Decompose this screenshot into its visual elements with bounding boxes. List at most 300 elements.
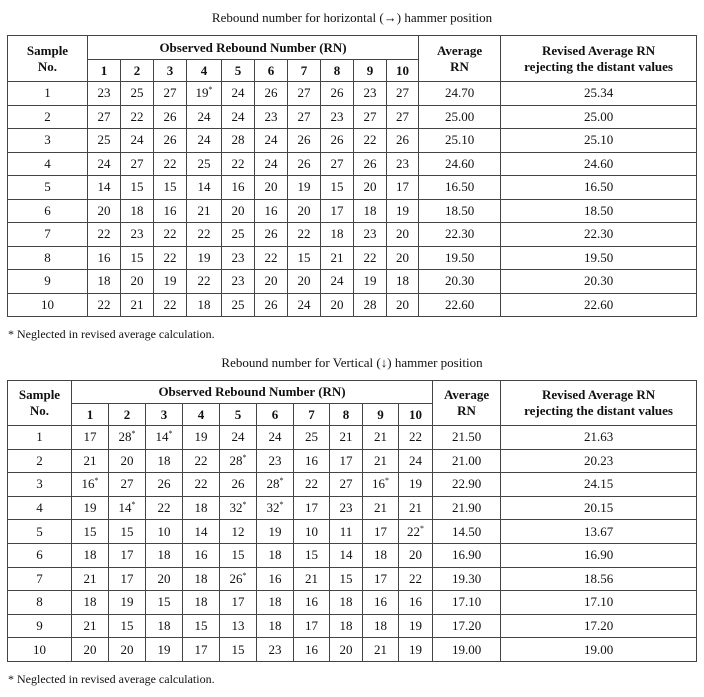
revised-average-rn-cell: 20.15 bbox=[501, 496, 697, 520]
table-row bbox=[8, 199, 697, 223]
revised-average-rn-cell: 22.30 bbox=[501, 223, 697, 247]
rebound-value: 14 bbox=[155, 429, 169, 445]
rebound-value-cell: 22 bbox=[294, 473, 330, 497]
table-row bbox=[8, 496, 697, 520]
table1-footnote: * Neglected in revised average calculation. bbox=[8, 327, 215, 341]
rebound-value-cell: 23 bbox=[88, 82, 121, 106]
rebound-value-cell: 15 bbox=[121, 246, 154, 270]
rebound-value-cell: 18 bbox=[354, 199, 387, 223]
rebound-value-cell: 26 bbox=[321, 129, 354, 153]
average-rn-cell: 19.30 bbox=[433, 567, 501, 591]
column-number-header: 6 bbox=[255, 60, 288, 82]
sample-number-cell: 2 bbox=[8, 449, 72, 473]
rebound-value-cell: 21 bbox=[294, 567, 330, 591]
rebound-value-cell: 26 bbox=[354, 152, 387, 176]
rebound-value-cell bbox=[109, 496, 146, 520]
rebound-value-cell: 22 bbox=[255, 246, 288, 270]
rebound-value-cell: 25 bbox=[222, 223, 255, 247]
rebound-value-cell: 25 bbox=[294, 426, 330, 450]
revised-average-rn-cell: 25.34 bbox=[501, 82, 697, 106]
table-row bbox=[8, 152, 697, 176]
revised-average-rn-cell: 25.10 bbox=[501, 129, 697, 153]
rebound-value-cell: 27 bbox=[154, 82, 187, 106]
table-row bbox=[8, 246, 697, 270]
sample-number-cell: 5 bbox=[8, 176, 88, 200]
rebound-value-cell: 22 bbox=[121, 105, 154, 129]
average-rn-cell: 16.50 bbox=[419, 176, 501, 200]
table2-vertical bbox=[7, 380, 697, 662]
rebound-value-cell: 16 bbox=[294, 449, 330, 473]
column-number-header: 1 bbox=[72, 404, 109, 426]
rebound-value-cell: 17 bbox=[321, 199, 354, 223]
rebound-value-cell: 16 bbox=[222, 176, 255, 200]
rebound-value-cell bbox=[187, 82, 222, 106]
sample-number-cell: 10 bbox=[8, 293, 88, 317]
rebound-value-cell: 17 bbox=[363, 520, 399, 544]
rebound-value-cell: 19 bbox=[146, 638, 183, 662]
sample-number-cell: 7 bbox=[8, 567, 72, 591]
rebound-value-cell: 24 bbox=[255, 129, 288, 153]
table-row bbox=[8, 129, 697, 153]
rebound-value-cell: 23 bbox=[255, 105, 288, 129]
rebound-value-cell: 24 bbox=[88, 152, 121, 176]
rebound-value-cell: 17 bbox=[109, 543, 146, 567]
rebound-value-cell: 19 bbox=[257, 520, 294, 544]
rebound-value-cell: 27 bbox=[387, 105, 419, 129]
rebound-value-cell: 24 bbox=[255, 152, 288, 176]
sample-number-cell: 6 bbox=[8, 199, 88, 223]
rebound-value-cell: 21 bbox=[363, 449, 399, 473]
rebound-value-cell bbox=[109, 426, 146, 450]
average-rn-cell: 22.90 bbox=[433, 473, 501, 497]
table-row bbox=[8, 82, 697, 106]
rebound-value-cell: 11 bbox=[330, 520, 363, 544]
rebound-value-cell: 15 bbox=[146, 591, 183, 615]
rebound-value-cell: 26 bbox=[220, 473, 257, 497]
rebound-value-cell: 20 bbox=[288, 199, 321, 223]
rebound-value: 16 bbox=[372, 476, 385, 492]
rebound-value-cell: 16 bbox=[257, 567, 294, 591]
rebound-value-cell: 17 bbox=[294, 614, 330, 638]
rebound-value-cell: 21 bbox=[121, 293, 154, 317]
rebound-value-cell: 21 bbox=[187, 199, 222, 223]
column-number-header: 2 bbox=[121, 60, 154, 82]
rebound-value-cell: 25 bbox=[187, 152, 222, 176]
rebound-value-cell: 18 bbox=[183, 591, 220, 615]
revised-average-rn-cell: 22.60 bbox=[501, 293, 697, 317]
rebound-value-cell: 21 bbox=[321, 246, 354, 270]
column-number-header: 5 bbox=[222, 60, 255, 82]
average-rn-cell: 24.60 bbox=[419, 152, 501, 176]
rebound-value-cell: 22 bbox=[222, 152, 255, 176]
rebound-value-cell: 25 bbox=[222, 293, 255, 317]
header-sample-no: Sample No. bbox=[8, 381, 72, 426]
neglected-asterisk: * bbox=[279, 500, 284, 510]
rebound-value-cell: 20 bbox=[330, 638, 363, 662]
rebound-value-cell: 21 bbox=[399, 496, 433, 520]
sample-number-cell: 2 bbox=[8, 105, 88, 129]
rebound-value-cell: 26 bbox=[288, 129, 321, 153]
average-rn-cell: 17.10 bbox=[433, 591, 501, 615]
rebound-value-cell: 17 bbox=[220, 591, 257, 615]
rebound-value-cell: 22 bbox=[88, 293, 121, 317]
rebound-value-cell: 18 bbox=[321, 223, 354, 247]
rebound-value-cell: 18 bbox=[183, 496, 220, 520]
rebound-value-cell: 26 bbox=[255, 82, 288, 106]
rebound-value-cell: 26 bbox=[154, 129, 187, 153]
revised-average-rn-cell: 24.60 bbox=[501, 152, 697, 176]
sample-number-cell: 4 bbox=[8, 496, 72, 520]
rebound-value-cell: 22 bbox=[187, 223, 222, 247]
revised-average-rn-cell: 21.63 bbox=[501, 426, 697, 450]
average-rn-cell: 16.90 bbox=[433, 543, 501, 567]
rebound-value-cell: 16 bbox=[294, 638, 330, 662]
rebound-value-cell bbox=[220, 567, 257, 591]
neglected-asterisk: * bbox=[385, 476, 389, 486]
revised-average-rn-cell: 20.30 bbox=[501, 270, 697, 294]
rebound-value-cell: 27 bbox=[321, 152, 354, 176]
rebound-value-cell: 21 bbox=[363, 638, 399, 662]
rebound-value-cell: 15 bbox=[121, 176, 154, 200]
rebound-value-cell: 18 bbox=[363, 614, 399, 638]
rebound-value-cell: 22 bbox=[154, 152, 187, 176]
rebound-value-cell: 18 bbox=[88, 270, 121, 294]
rebound-value-cell: 22 bbox=[154, 293, 187, 317]
table-row bbox=[8, 293, 697, 317]
rebound-value-cell: 25 bbox=[88, 129, 121, 153]
rebound-value-cell: 22 bbox=[183, 473, 220, 497]
neglected-asterisk: * bbox=[242, 500, 247, 510]
rebound-value-cell: 15 bbox=[183, 614, 220, 638]
rebound-value: 28 bbox=[266, 476, 280, 492]
average-rn-cell: 19.00 bbox=[433, 638, 501, 662]
rebound-value-cell: 23 bbox=[321, 105, 354, 129]
rebound-value-cell: 15 bbox=[109, 520, 146, 544]
column-number-header: 10 bbox=[399, 404, 433, 426]
rebound-value-cell: 19 bbox=[387, 199, 419, 223]
rebound-value-cell: 24 bbox=[257, 426, 294, 450]
average-rn-cell: 22.60 bbox=[419, 293, 501, 317]
rebound-value-cell: 18 bbox=[121, 199, 154, 223]
header-observed-rn: Observed Rebound Number (RN) bbox=[72, 381, 433, 404]
rebound-value-cell bbox=[220, 496, 257, 520]
rebound-value-cell: 18 bbox=[72, 543, 109, 567]
rebound-value-cell: 25 bbox=[121, 82, 154, 106]
neglected-asterisk: * bbox=[94, 476, 99, 486]
rebound-value-cell: 18 bbox=[146, 449, 183, 473]
rebound-value-cell: 12 bbox=[220, 520, 257, 544]
table-row bbox=[8, 270, 697, 294]
rebound-value-cell: 28 bbox=[222, 129, 255, 153]
rebound-value-cell: 22 bbox=[288, 223, 321, 247]
rebound-value-cell bbox=[257, 473, 294, 497]
table-row bbox=[8, 176, 697, 200]
neglected-asterisk: * bbox=[279, 476, 284, 486]
rebound-value-cell: 20 bbox=[72, 638, 109, 662]
rebound-value-cell: 20 bbox=[321, 293, 354, 317]
rebound-value-cell: 24 bbox=[288, 293, 321, 317]
rebound-value-cell: 27 bbox=[288, 82, 321, 106]
average-rn-cell: 21.90 bbox=[433, 496, 501, 520]
sample-number-cell: 3 bbox=[8, 473, 72, 497]
rebound-value-cell: 17 bbox=[294, 496, 330, 520]
column-number-header: 7 bbox=[288, 60, 321, 82]
rebound-value-cell: 14 bbox=[187, 176, 222, 200]
average-rn-cell: 25.00 bbox=[419, 105, 501, 129]
sample-number-cell: 4 bbox=[8, 152, 88, 176]
rebound-value: 32 bbox=[266, 500, 280, 516]
rebound-value-cell: 10 bbox=[294, 520, 330, 544]
sample-number-cell: 9 bbox=[8, 270, 88, 294]
average-rn-cell: 20.30 bbox=[419, 270, 501, 294]
rebound-value-cell: 18 bbox=[183, 567, 220, 591]
sample-number-cell: 7 bbox=[8, 223, 88, 247]
revised-average-rn-cell: 25.00 bbox=[501, 105, 697, 129]
rebound-value-cell: 26 bbox=[387, 129, 419, 153]
rebound-value-cell: 27 bbox=[288, 105, 321, 129]
header-sample-no: Sample No. bbox=[8, 36, 88, 82]
column-number-header: 3 bbox=[146, 404, 183, 426]
average-rn-cell: 17.20 bbox=[433, 614, 501, 638]
revised-average-rn-cell: 18.50 bbox=[501, 199, 697, 223]
rebound-value-cell: 15 bbox=[220, 543, 257, 567]
rebound-value-cell: 22 bbox=[399, 567, 433, 591]
rebound-value-cell: 15 bbox=[109, 614, 146, 638]
rebound-value-cell: 16 bbox=[363, 591, 399, 615]
rebound-value-cell: 27 bbox=[387, 82, 419, 106]
rebound-value-cell: 16 bbox=[154, 199, 187, 223]
rebound-value-cell: 14 bbox=[183, 520, 220, 544]
rebound-value-cell: 17 bbox=[330, 449, 363, 473]
sample-number-cell: 1 bbox=[8, 426, 72, 450]
rebound-value-cell: 27 bbox=[354, 105, 387, 129]
table-row bbox=[8, 426, 697, 450]
rebound-value-cell: 18 bbox=[257, 614, 294, 638]
average-rn-cell: 24.70 bbox=[419, 82, 501, 106]
column-number-header: 4 bbox=[183, 404, 220, 426]
rebound-value-cell: 24 bbox=[220, 426, 257, 450]
rebound-value-cell: 18 bbox=[330, 614, 363, 638]
neglected-asterisk: * bbox=[208, 85, 213, 95]
rebound-value-cell: 24 bbox=[121, 129, 154, 153]
average-rn-cell: 22.30 bbox=[419, 223, 501, 247]
rebound-value-cell: 13 bbox=[220, 614, 257, 638]
rebound-value-cell: 24 bbox=[399, 449, 433, 473]
rebound-value-cell: 24 bbox=[222, 82, 255, 106]
rebound-value-cell: 19 bbox=[399, 638, 433, 662]
neglected-asterisk: * bbox=[131, 429, 136, 439]
rebound-value-cell: 19 bbox=[72, 496, 109, 520]
rebound-value-cell: 23 bbox=[354, 223, 387, 247]
header-observed-rn: Observed Rebound Number (RN) bbox=[88, 36, 419, 60]
rebound-value-cell: 23 bbox=[257, 638, 294, 662]
rebound-value-cell: 23 bbox=[354, 82, 387, 106]
rebound-value-cell: 21 bbox=[72, 614, 109, 638]
average-rn-cell: 21.00 bbox=[433, 449, 501, 473]
rebound-value-cell: 19 bbox=[399, 473, 433, 497]
rebound-value-cell: 22 bbox=[399, 426, 433, 450]
column-number-header: 9 bbox=[354, 60, 387, 82]
revised-average-rn-cell: 19.00 bbox=[501, 638, 697, 662]
rebound-value-cell: 15 bbox=[220, 638, 257, 662]
rebound-value-cell: 22 bbox=[183, 449, 220, 473]
rebound-value-cell: 20 bbox=[109, 638, 146, 662]
rebound-value-cell: 20 bbox=[255, 270, 288, 294]
rebound-value-cell bbox=[399, 520, 433, 544]
rebound-value-cell: 21 bbox=[363, 426, 399, 450]
rebound-value-cell: 17 bbox=[183, 638, 220, 662]
rebound-value-cell: 23 bbox=[222, 246, 255, 270]
neglected-asterisk: * bbox=[168, 429, 173, 439]
rebound-value-cell: 18 bbox=[187, 293, 222, 317]
rebound-value-cell: 27 bbox=[109, 473, 146, 497]
rebound-value-cell: 22 bbox=[146, 496, 183, 520]
table-row bbox=[8, 105, 697, 129]
table-row bbox=[8, 223, 697, 247]
rebound-value-cell: 20 bbox=[387, 246, 419, 270]
table-row bbox=[8, 473, 697, 497]
rebound-value-cell: 23 bbox=[330, 496, 363, 520]
table-row bbox=[8, 638, 697, 662]
rebound-value-cell: 21 bbox=[72, 449, 109, 473]
rebound-value-cell: 27 bbox=[88, 105, 121, 129]
rebound-value: 22 bbox=[407, 523, 421, 539]
table-row bbox=[8, 449, 697, 473]
sample-number-cell: 6 bbox=[8, 543, 72, 567]
revised-average-rn-cell: 17.20 bbox=[501, 614, 697, 638]
rebound-value-cell: 20 bbox=[387, 293, 419, 317]
rebound-value-cell: 19 bbox=[288, 176, 321, 200]
rebound-value-cell: 23 bbox=[121, 223, 154, 247]
rebound-value-cell: 16 bbox=[88, 246, 121, 270]
revised-average-rn-cell: 24.15 bbox=[501, 473, 697, 497]
rebound-value-cell: 19 bbox=[399, 614, 433, 638]
table-row bbox=[8, 543, 697, 567]
column-number-header: 10 bbox=[387, 60, 419, 82]
rebound-value-cell: 18 bbox=[330, 591, 363, 615]
sample-number-cell: 9 bbox=[8, 614, 72, 638]
rebound-value: 19 bbox=[195, 85, 209, 101]
rebound-value-cell: 20 bbox=[288, 270, 321, 294]
rebound-value-cell: 18 bbox=[72, 591, 109, 615]
rebound-value-cell: 26 bbox=[288, 152, 321, 176]
rebound-value-cell: 20 bbox=[399, 543, 433, 567]
rebound-value-cell: 22 bbox=[154, 246, 187, 270]
rebound-value-cell: 20 bbox=[222, 199, 255, 223]
rebound-value-cell: 22 bbox=[88, 223, 121, 247]
rebound-value-cell: 15 bbox=[294, 543, 330, 567]
rebound-value-cell bbox=[72, 473, 109, 497]
sample-number-cell: 5 bbox=[8, 520, 72, 544]
sample-number-cell: 3 bbox=[8, 129, 88, 153]
table-row bbox=[8, 520, 697, 544]
rebound-value-cell: 27 bbox=[330, 473, 363, 497]
rebound-value-cell: 20 bbox=[121, 270, 154, 294]
rebound-value: 32 bbox=[229, 500, 243, 516]
rebound-value-cell: 21 bbox=[72, 567, 109, 591]
rebound-value-cell: 24 bbox=[187, 129, 222, 153]
rebound-value-cell: 18 bbox=[146, 543, 183, 567]
neglected-asterisk: * bbox=[242, 452, 247, 462]
rebound-value-cell: 28 bbox=[354, 293, 387, 317]
revised-average-rn-cell: 19.50 bbox=[501, 246, 697, 270]
sample-number-cell: 10 bbox=[8, 638, 72, 662]
column-number-header: 2 bbox=[109, 404, 146, 426]
table1-caption: Rebound number for horizontal (→) hammer position bbox=[211, 10, 493, 25]
revised-average-rn-cell: 18.56 bbox=[501, 567, 697, 591]
rebound-value-cell: 19 bbox=[154, 270, 187, 294]
rebound-value: 26 bbox=[229, 570, 243, 586]
table-row bbox=[8, 591, 697, 615]
column-number-header: 8 bbox=[321, 60, 354, 82]
sample-number-cell: 8 bbox=[8, 591, 72, 615]
rebound-value-cell: 20 bbox=[88, 199, 121, 223]
average-rn-cell: 25.10 bbox=[419, 129, 501, 153]
rebound-value-cell: 18 bbox=[146, 614, 183, 638]
rebound-value-cell bbox=[146, 426, 183, 450]
rebound-value-cell: 16 bbox=[399, 591, 433, 615]
neglected-asterisk: * bbox=[131, 500, 136, 510]
rebound-value-cell: 19 bbox=[187, 246, 222, 270]
revised-average-rn-cell: 16.90 bbox=[501, 543, 697, 567]
rebound-value-cell: 18 bbox=[257, 591, 294, 615]
rebound-value-cell: 23 bbox=[387, 152, 419, 176]
rebound-value-cell: 22 bbox=[154, 223, 187, 247]
neglected-asterisk: * bbox=[420, 523, 425, 533]
rebound-value-cell: 20 bbox=[255, 176, 288, 200]
rebound-value-cell: 18 bbox=[363, 543, 399, 567]
column-number-header: 9 bbox=[363, 404, 399, 426]
rebound-value-cell bbox=[220, 449, 257, 473]
rebound-value-cell bbox=[363, 473, 399, 497]
column-number-header: 4 bbox=[187, 60, 222, 82]
revised-average-rn-cell: 17.10 bbox=[501, 591, 697, 615]
column-number-header: 5 bbox=[220, 404, 257, 426]
rebound-value-cell: 18 bbox=[257, 543, 294, 567]
rebound-value-cell: 18 bbox=[387, 270, 419, 294]
rebound-value-cell: 17 bbox=[109, 567, 146, 591]
average-rn-cell: 18.50 bbox=[419, 199, 501, 223]
rebound-value-cell: 21 bbox=[330, 426, 363, 450]
rebound-value-cell: 21 bbox=[363, 496, 399, 520]
rebound-value-cell: 14 bbox=[330, 543, 363, 567]
revised-average-rn-cell: 20.23 bbox=[501, 449, 697, 473]
header-revised-average-rn: Revised Average RN rejecting the distant values bbox=[501, 36, 697, 82]
rebound-value-cell: 17 bbox=[72, 426, 109, 450]
rebound-value-cell: 17 bbox=[363, 567, 399, 591]
rebound-value-cell: 24 bbox=[187, 105, 222, 129]
rebound-value-cell: 24 bbox=[222, 105, 255, 129]
rebound-value-cell: 16 bbox=[183, 543, 220, 567]
header-average-rn: Average RN bbox=[433, 381, 501, 426]
revised-average-rn-cell: 16.50 bbox=[501, 176, 697, 200]
rebound-value: 14 bbox=[118, 500, 132, 516]
rebound-value-cell: 10 bbox=[146, 520, 183, 544]
rebound-value-cell: 16 bbox=[294, 591, 330, 615]
table2-footnote: * Neglected in revised average calculation. bbox=[8, 672, 215, 686]
rebound-value-cell: 19 bbox=[109, 591, 146, 615]
rebound-value-cell: 26 bbox=[321, 82, 354, 106]
rebound-value-cell: 15 bbox=[288, 246, 321, 270]
column-number-header: 8 bbox=[330, 404, 363, 426]
average-rn-cell: 19.50 bbox=[419, 246, 501, 270]
table2-caption: Rebound number for Vertical (↓) hammer position bbox=[221, 355, 483, 370]
rebound-value-cell bbox=[257, 496, 294, 520]
column-number-header: 1 bbox=[88, 60, 121, 82]
rebound-value-cell: 26 bbox=[154, 105, 187, 129]
sample-number-cell: 1 bbox=[8, 82, 88, 106]
rebound-value-cell: 22 bbox=[354, 129, 387, 153]
